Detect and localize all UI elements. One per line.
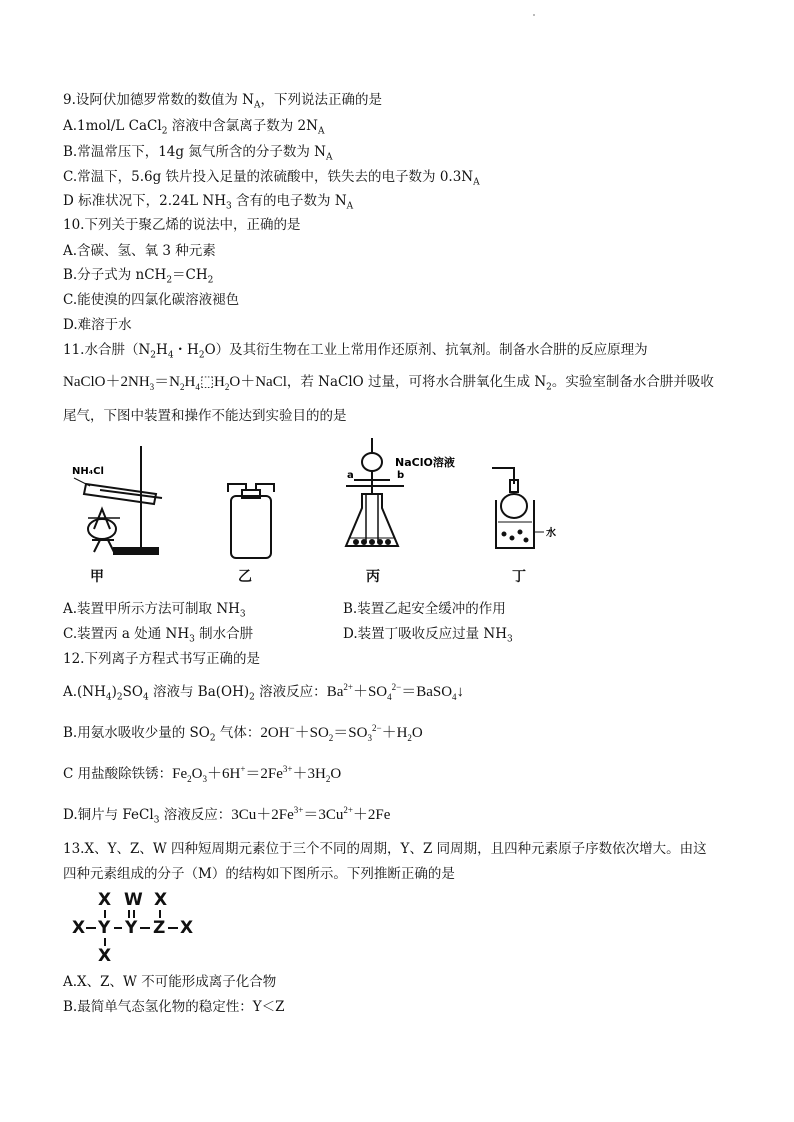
- molecule-structure: [72, 890, 212, 968]
- q13-stem-cont: 四种元素组成的分子（M）的结构如下图所示。下列推断正确的是: [63, 866, 455, 882]
- atom-w-top: W: [124, 890, 143, 910]
- q10-stem: 10.下列关于聚乙烯的说法中，正确的是: [63, 217, 301, 233]
- atom-z: Z: [153, 918, 166, 938]
- q9-stem: 9.设阿伏加德罗常数的数值为 $N_A$，下列说法正确的是: [63, 92, 382, 111]
- atom-x-bottom: X: [98, 946, 112, 966]
- label-a: a: [347, 470, 354, 481]
- atom-x-left: X: [72, 918, 86, 938]
- q12-option-d: D.铜片与 FeCl$_3$ 溶液反应：$3Cu+2Fe^{3+}=3Cu^{2+}+2Fe$: [63, 805, 391, 826]
- scan-dot: [533, 14, 535, 16]
- q10-option-a: A.含碳、氢、氧 3 种元素: [63, 243, 216, 259]
- label-ding: 丁: [512, 569, 526, 585]
- atom-x-top1: X: [98, 890, 112, 910]
- q10-option-b: B.分子式为 $nCH_2=CH_2$: [63, 267, 214, 286]
- q9-option-c: C.常温下，5.6g 铁片投入足量的浓硫酸中，铁失去的电子数为 $0.3N_A$: [63, 169, 480, 188]
- q11-equation-line: $NaClO+2NH_3=N_2H_4⬚H_2O+NaCl$，若 NaClO 过量，可将水合肼氧化生成 $N_2$。实验室制备水合肼并吸收: [63, 374, 714, 393]
- q10-option-d: D.难溶于水: [63, 317, 132, 333]
- q13-option-b: B.最简单气态氢化物的稳定性：Y＜Z: [63, 999, 285, 1015]
- label-yi: 乙: [238, 569, 252, 585]
- q12-option-c: C 用盐酸除铁锈：$Fe_2O_3+6H^+=2Fe^{3+}+3H_2O$: [63, 764, 342, 784]
- label-nh4cl: NH₄Cl: [72, 466, 104, 477]
- atom-y2: Y: [125, 918, 138, 938]
- label-jia: 甲: [90, 569, 104, 585]
- q12-option-b: B.用氨水吸收少量的 $SO_2$ 气体：$2OH^-+SO_2=SO_3^{2-}+H_2O$: [63, 723, 423, 744]
- atom-x-top2: X: [154, 890, 168, 910]
- atom-x-right: X: [180, 918, 194, 938]
- q13-option-a: A.X、Z、W 不可能形成离子化合物: [63, 974, 277, 990]
- q9-option-b: B.常温常压下，14g 氮气所含的分子数为 $N_A$: [63, 144, 333, 163]
- apparatus-ding: [492, 468, 544, 548]
- label-naclo: NaClO溶液: [395, 456, 455, 469]
- q11-option-c: C.装置丙 a 处通 $NH_3$ 制水合肼: [63, 626, 254, 645]
- apparatus-jia: [74, 446, 162, 554]
- q12-option-a: $A.(NH_4)_2SO_4$ 溶液与 $Ba(OH)_2$ 溶液反应：$Ba^{2+}+SO_4^{2-}=BaSO_4↓$: [63, 682, 465, 703]
- q11-option-b: B.装置乙起安全缓冲的作用: [343, 601, 506, 617]
- q11-option-d: D.装置丁吸收反应过量 $NH_3$: [343, 626, 513, 645]
- q9-option-d: D 标准状况下，2.24L $NH_3$ 含有的电子数为 $N_A$: [63, 193, 354, 212]
- atom-y1: Y: [98, 918, 111, 938]
- apparatus-bing: [346, 438, 404, 546]
- q11-option-a: A.装置甲所示方法可制取 $NH_3$: [63, 601, 246, 620]
- q10-option-c: C.能使溴的四氯化碳溶液褪色: [63, 292, 240, 308]
- label-bing: 丙: [366, 569, 380, 585]
- apparatus-figure: [64, 434, 570, 586]
- q9-option-a: A.1mol/L CaCl$_2$ 溶液中含氯离子数为 $2N_A$: [63, 118, 325, 137]
- label-b: b: [397, 470, 405, 481]
- q12-stem: 12.下列离子方程式书写正确的是: [63, 651, 260, 667]
- label-water: 水: [546, 528, 556, 539]
- q11-stem-cont: 尾气，下图中装置和操作不能达到实验目的的是: [63, 408, 347, 424]
- q13-stem: 13.X、Y、Z、W 四种短周期元素位于三个不同的周期，Y、Z 同周期，且四种元素原子序数依次增大。由这: [63, 841, 707, 857]
- q11-stem: 11.水合肼（$N_2H_4$・$H_2O$）及其衍生物在工业上常用作还原剂、抗氧剂。制备水合肼的反应原理为: [63, 342, 648, 361]
- apparatus-yi: [228, 484, 274, 558]
